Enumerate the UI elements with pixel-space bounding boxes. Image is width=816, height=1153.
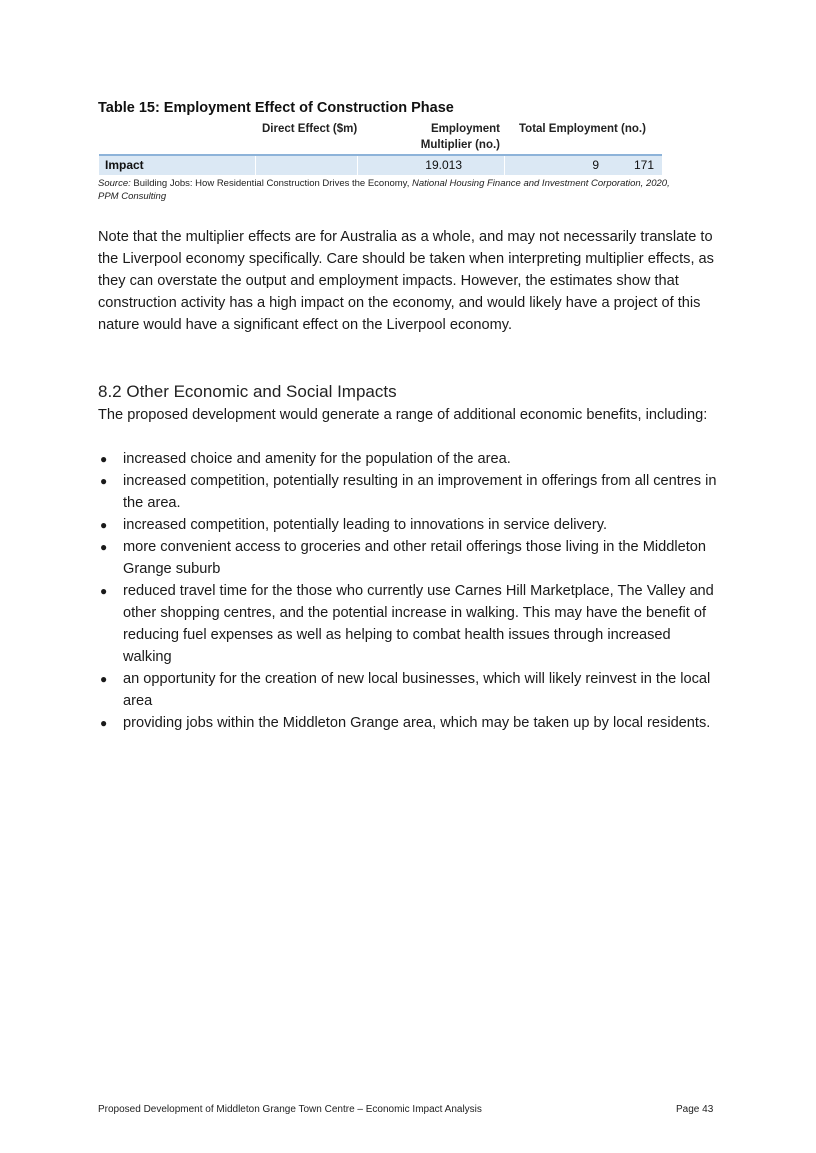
header-employment-multiplier [405, 121, 500, 153]
cell-total-employment: 171 [633, 158, 654, 172]
bullet-icon: ● [100, 452, 108, 466]
list-item [98, 580, 718, 668]
cell-multiplier: 9 [592, 158, 599, 172]
header-total-employment: Total Employment (no.) [519, 123, 646, 135]
column-divider [255, 156, 256, 175]
list-item-text: more convenient access to groceries and other retail offerings those living in the Middleton Grange suburb [123, 539, 706, 577]
table-source-note [98, 177, 708, 203]
bullet-icon: ● [100, 716, 108, 730]
list-item [98, 712, 718, 734]
list-item-text: reduced travel time for the those who currently use Carnes Hill Marketplace, The Valley and other shopping centres, and the potential increase in walking. This may have the benefit of reducing fuel expenses as well as helping to combat health issues through increased walking [123, 583, 714, 665]
row-label: Impact [105, 158, 144, 172]
list-item-text: increased competition, potentially leading to innovations in service delivery. [123, 517, 608, 533]
header-direct-effect: Direct Effect ($m) [262, 123, 358, 135]
cell-direct-effect: 19.013 [425, 158, 462, 172]
bullet-icon: ● [100, 672, 108, 686]
list-item-text: providing jobs within the Middleton Grange area, which may be taken up by local residents. [123, 715, 711, 731]
footer-title: Proposed Development of Middleton Grange Town Centre – Economic Impact Analysis [98, 1104, 482, 1115]
list-item [98, 668, 718, 712]
section-heading: 8.2 Other Economic and Social Impacts [98, 382, 397, 401]
body-paragraph: Note that the multiplier effects are for Australia as a whole, and may not necessarily translate to the Liverpool economy specifically. Care should be taken when interpreting multiplier effects, as they can overstate the output and employment impacts. However, the estimates show that construction activity has a high impact on the economy, and would likely have a project of this nature would have a significant effect on the Liverpool economy. [98, 229, 714, 333]
header-multiplier-line2: Multiplier (no.) [420, 139, 500, 151]
table-row [99, 154, 662, 175]
list-item [98, 470, 718, 514]
list-item-text: increased choice and amenity for the population of the area. [123, 451, 511, 467]
source-line2: PPM Consulting [98, 191, 167, 202]
bullet-icon: ● [100, 540, 108, 554]
benefits-list [98, 448, 718, 734]
page-number: Page 43 [676, 1104, 714, 1115]
table-title: Table 15: Employment Effect of Construction Phase [98, 100, 454, 116]
bullet-icon: ● [100, 584, 108, 598]
source-italic: National Housing Finance and Investment Corporation, 2020, [412, 178, 670, 189]
source-prefix: Source: [98, 178, 131, 189]
list-item [98, 448, 718, 470]
bullet-icon: ● [100, 474, 108, 488]
list-item [98, 536, 718, 580]
list-item-text: increased competition, potentially resulting in an improvement in offerings from all centres in the area. [123, 473, 717, 511]
list-item [98, 514, 718, 536]
bullet-icon: ● [100, 518, 108, 532]
source-text: Building Jobs: How Residential Construction Drives the Economy, [130, 178, 413, 189]
list-item-text: an opportunity for the creation of new local businesses, which will likely reinvest in the local area [123, 671, 711, 709]
section-intro: The proposed development would generate a range of additional economic benefits, including: [98, 407, 708, 423]
header-multiplier-line1: Employment [430, 123, 500, 135]
